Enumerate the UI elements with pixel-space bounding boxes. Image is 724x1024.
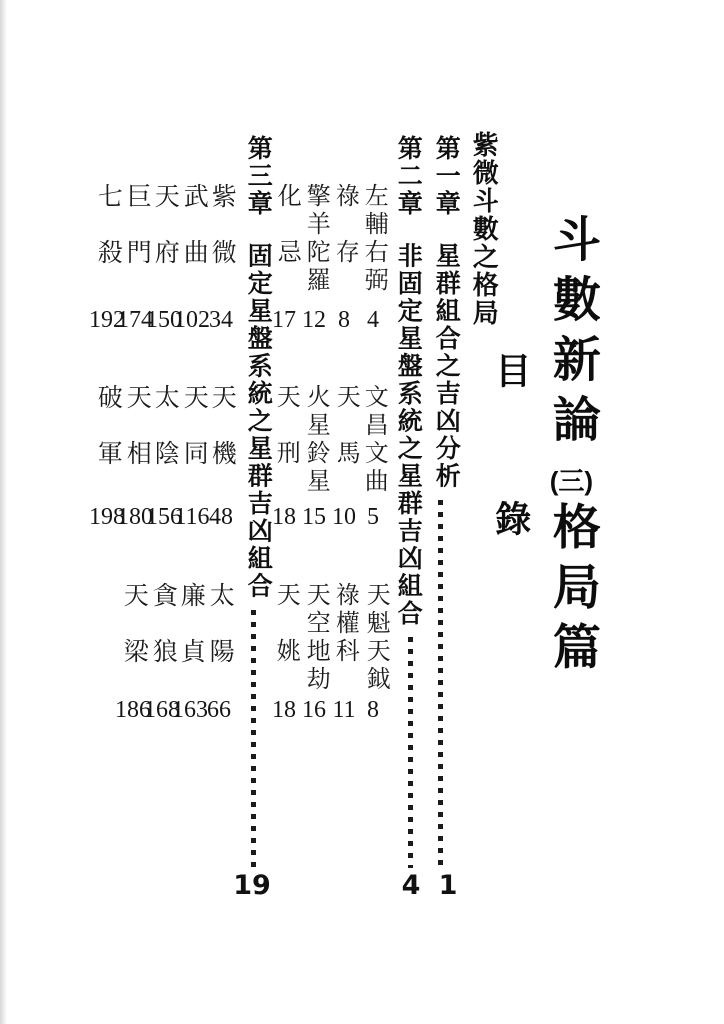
toc-entry-page: 102 bbox=[174, 307, 210, 333]
volume-number: (三) bbox=[549, 466, 594, 496]
book-title-part-2: 格局篇 bbox=[545, 501, 599, 682]
toc-entry-name: 破 軍 bbox=[94, 384, 122, 468]
toc-entry-page: 15 bbox=[302, 504, 326, 530]
chapter-1-title: 星群組合之吉凶分析 bbox=[432, 242, 461, 490]
chapter-3-title: 固定星盤系統之星群吉凶組合 bbox=[244, 242, 273, 600]
chapter-2-label: 第二章 bbox=[394, 135, 423, 218]
toc-entry-name: 天 機 bbox=[208, 384, 236, 468]
toc-entry-page: 12 bbox=[302, 307, 326, 333]
chapter-1-label: 第一章 bbox=[432, 135, 461, 218]
toc-entry-page: 18 bbox=[272, 697, 296, 723]
chapter-2-dot-leader bbox=[408, 637, 413, 868]
toc-entry-page: 16 bbox=[302, 697, 326, 723]
toc-entry-page: 10 bbox=[332, 504, 356, 530]
chapter-1-dot-leader bbox=[438, 500, 443, 868]
toc-entry-name: 貪 狼 bbox=[149, 582, 177, 666]
toc-entry-name: 祿 存 bbox=[331, 183, 358, 267]
toc-entry-name: 天 馬 bbox=[332, 384, 359, 468]
toc-entry-page: 116 bbox=[174, 504, 210, 530]
chapter-2-heading bbox=[395, 135, 421, 628]
toc-entry-page: 156 bbox=[146, 504, 182, 530]
scan-edge-shadow bbox=[0, 0, 7, 1024]
book-title bbox=[545, 214, 599, 682]
chapter-3-heading bbox=[245, 135, 271, 600]
toc-entry-page: 34 bbox=[209, 307, 233, 333]
chapter-3-dot-leader bbox=[251, 610, 256, 868]
toc-entry-page: 163 bbox=[172, 697, 208, 723]
chapter-1-page-number: 1 bbox=[438, 870, 458, 901]
toc-entry-name: 火星鈴星 bbox=[302, 384, 329, 496]
toc-entry-name: 巨 門 bbox=[123, 183, 151, 267]
chapter-3-label: 第三章 bbox=[244, 135, 273, 218]
toc-entry-page: 174 bbox=[117, 307, 153, 333]
toc-entry-name: 文昌文曲 bbox=[360, 384, 387, 496]
toc-entry-page: 17 bbox=[272, 307, 296, 333]
toc-entry-name: 太 陰 bbox=[151, 384, 179, 468]
toc-entry-page: 150 bbox=[146, 307, 182, 333]
spacer bbox=[394, 218, 422, 243]
chapter-2-title: 非固定星盤系統之星群吉凶組合 bbox=[394, 242, 423, 628]
toc-entry-name: 武 曲 bbox=[180, 183, 208, 267]
toc-entry-name: 天魁天鉞 bbox=[362, 582, 389, 694]
toc-entry-name: 廉 貞 bbox=[177, 582, 205, 666]
toc-entry-page: 18 bbox=[272, 504, 296, 530]
toc-heading: 目錄 bbox=[490, 352, 532, 648]
toc-entry-page: 192 bbox=[89, 307, 125, 333]
toc-entry-page: 8 bbox=[367, 697, 379, 723]
toc-entry-name: 天 梁 bbox=[120, 582, 148, 666]
spacer bbox=[244, 218, 272, 243]
toc-entry-page: 8 bbox=[338, 307, 350, 333]
toc-entry-page: 11 bbox=[332, 697, 356, 723]
toc-entry-page: 180 bbox=[117, 504, 153, 530]
toc-entry-name: 祿權科 bbox=[331, 582, 358, 666]
chapter-3-page-number: 19 bbox=[233, 870, 271, 901]
toc-subject: 紫微斗數之格局 bbox=[469, 131, 500, 327]
toc-entry-page: 186 bbox=[115, 697, 151, 723]
book-title-part-1: 斗數新論 bbox=[545, 214, 599, 454]
toc-entry-name: 天 刑 bbox=[272, 384, 299, 468]
toc-entry-name: 天 府 bbox=[151, 183, 179, 267]
chapter-2-page-number: 4 bbox=[401, 870, 421, 901]
spacer bbox=[432, 218, 460, 243]
toc-entry-name: 天空地劫 bbox=[302, 582, 329, 694]
toc-entry-name: 紫 微 bbox=[208, 183, 236, 267]
toc-entry-page: 168 bbox=[144, 697, 180, 723]
toc-entry-name: 七 殺 bbox=[94, 183, 122, 267]
toc-entry-name: 天 同 bbox=[180, 384, 208, 468]
toc-entry-name: 擎羊陀羅 bbox=[302, 183, 329, 295]
toc-entry-name: 左輔右弼 bbox=[360, 183, 387, 295]
toc-entry-name: 太 陽 bbox=[206, 582, 234, 666]
toc-entry-page: 48 bbox=[209, 504, 233, 530]
toc-entry-name: 天 相 bbox=[123, 384, 151, 468]
toc-entry-page: 198 bbox=[89, 504, 125, 530]
toc-entry-name: 天 姚 bbox=[272, 582, 299, 666]
toc-entry-page: 5 bbox=[367, 504, 379, 530]
chapter-1-heading bbox=[433, 135, 459, 490]
toc-entry-name: 化 忌 bbox=[273, 183, 300, 267]
toc-entry-page: 66 bbox=[207, 697, 231, 723]
toc-entry-page: 4 bbox=[367, 307, 379, 333]
